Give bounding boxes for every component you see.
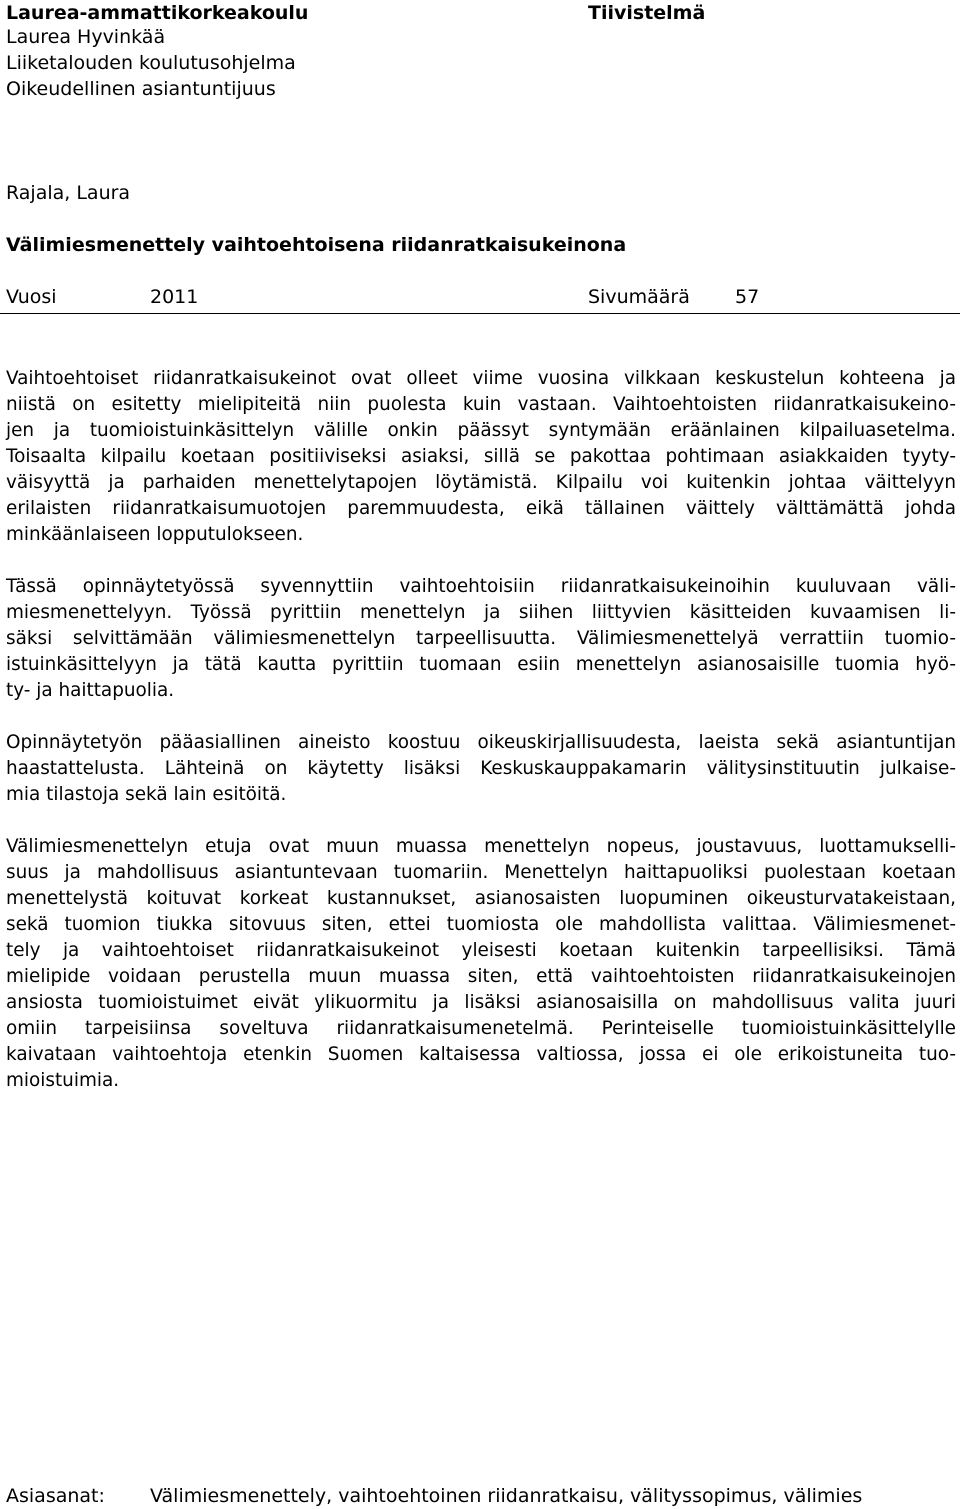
keywords-label: Asiasanat: (6, 1485, 105, 1507)
abstract-line: suus ja mahdollisuus asiantuntevaan tuomariin. Menettelyn haittapuoliksi puolestaan koetaan (6, 862, 956, 883)
abstract-line: jen ja tuomioistuinkäsittelyn välille onkin päässyt syntymään eräänlainen kilpailuasetelma. (6, 420, 956, 441)
abstract-paragraph-1 (6, 366, 956, 548)
abstract-line: väisyyttä ja parhaiden menettelytapojen löytämistä. Kilpailu voi kuitenkin johtaa väittelyyn (6, 472, 956, 493)
abstract-line: omiin tarpeisiinsa soveltuva riidanratkaisumenetelmä. Perinteiselle tuomioistuinkäsittelylle (6, 1018, 956, 1039)
abstract-line: ansiosta tuomioistuimet eivät ylikuormitu ja lisäksi asianosaisilla on mahdollisuus valita juuri (6, 992, 956, 1013)
thesis-title: Välimiesmenettely vaihtoehtoisena riidanratkaisukeinona (6, 234, 627, 256)
programme-name: Liiketalouden koulutusohjelma (6, 52, 296, 74)
abstract-line: menettelystä koituvat korkeat kustannukset, asianosaisten luopuminen oikeusturvatakeistaan, (6, 888, 956, 909)
specialisation-name: Oikeudellinen asiantuntijuus (6, 78, 276, 100)
abstract-line: säksi selvittämään välimiesmenettelyn tarpeellisuutta. Välimiesmenettelyä verrattiin tuomio- (6, 628, 956, 649)
abstract-line: Välimiesmenettelyn etuja ovat muun muassa menettelyn nopeus, joustavuus, luottamukselli- (6, 836, 956, 857)
document-type: Tiivistelmä (588, 2, 706, 24)
header-divider (0, 313, 960, 314)
abstract-line: erilaisten riidanratkaisumuotojen paremmuudesta, eikä tällainen väittely välttämättä johda (6, 498, 956, 519)
abstract-line: miesmenettelyyn. Työssä pyrittiin menettelyn ja siihen liittyvien käsitteiden kuvaamisen li- (6, 602, 956, 623)
abstract-line: Toisaalta kilpailu koetaan positiiviseksi asiaksi, sillä se pakottaa pohtimaan asiakkaiden tyyty- (6, 446, 956, 467)
abstract-line: istuinkäsittelyyn ja tätä kautta pyrittiin tuomaan esiin menettelyn asianosaisille tuomia hyö- (6, 654, 956, 675)
organization-name: Laurea-ammattikorkeakoulu (6, 2, 309, 24)
abstract-line: mia tilastoja sekä lain esitöitä. (6, 784, 287, 805)
author-name: Rajala, Laura (6, 182, 131, 204)
year-label: Vuosi (6, 286, 57, 308)
abstract-line: Tässä opinnäytetyössä syvennyttiin vaihtoehtoisiin riidanratkaisukeinoihin kuuluvaan väli- (6, 576, 956, 597)
abstract-paragraph-4 (6, 834, 956, 1094)
year-value: 2011 (150, 286, 199, 308)
abstract-line: minkäänlaiseen lopputulokseen. (6, 524, 304, 545)
page-count-value: 57 (735, 286, 760, 308)
abstract-line: niistä on esitetty mielipiteitä niin puolesta kuin vastaan. Vaihtoehtoisten riidanratkaisukeino- (6, 394, 956, 415)
keywords-value: Välimiesmenettely, vaihtoehtoinen riidanratkaisu, välityssopimus, välimies (150, 1485, 863, 1507)
abstract-line: mioistuimia. (6, 1070, 120, 1091)
abstract-line: sekä tuomion tiukka sitovuus siten, ettei tuomiosta ole mahdollista valittaa. Välimiesmenet- (6, 914, 956, 935)
abstract-line: Opinnäytetyön pääasiallinen aineisto koostuu oikeuskirjallisuudesta, laeista sekä asiantuntijan (6, 732, 956, 753)
abstract-line: Vaihtoehtoiset riidanratkaisukeinot ovat olleet viime vuosina vilkkaan keskustelun kohteena ja (6, 368, 956, 389)
campus-name: Laurea Hyvinkää (6, 26, 166, 48)
abstract-paragraph-2 (6, 574, 956, 704)
abstract-line: tely ja vaihtoehtoiset riidanratkaisukeinot yleisesti koetaan kuitenkin tarpeellisiksi. Tämä (6, 940, 956, 961)
page-count-label: Sivumäärä (588, 286, 690, 308)
abstract-line: kaivataan vaihtoehtoja etenkin Suomen kaltaisessa valtiossa, jossa ei ole erikoistuneita tuo- (6, 1044, 956, 1065)
abstract-paragraph-3 (6, 730, 956, 808)
abstract-body (6, 366, 956, 1120)
abstract-line: mielipide voidaan perustella muun muassa siten, että vaihtoehtoisten riidanratkaisukeinojen (6, 966, 956, 987)
abstract-line: ty- ja haittapuolia. (6, 680, 175, 701)
abstract-line: haastattelusta. Lähteinä on käytetty lisäksi Keskuskauppakamarin välitysinstituutin julkaise- (6, 758, 956, 779)
